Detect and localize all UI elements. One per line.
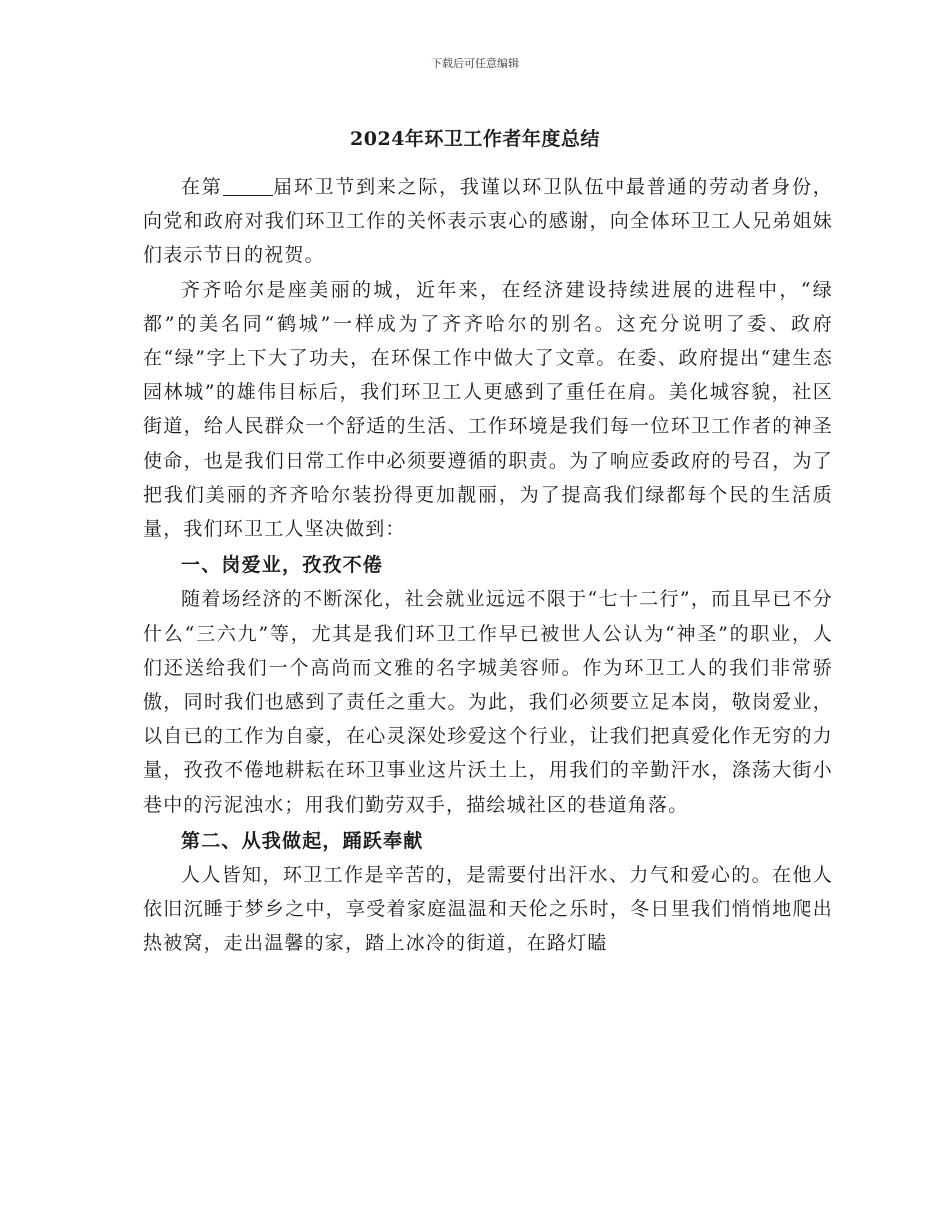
document-body [143,170,833,961]
paragraph-intro-rest: 届环卫节到来之际，我谨以环卫队伍中最普通的劳动者身份，向党和政府对我们环卫工作的关怀表示衷心的感谢，向全体环卫工人兄弟姐妹们表示节日的祝贺。 [143,176,834,267]
paragraph-intro [143,170,833,273]
paragraph-section-2: 人人皆知，环卫工作是辛苦的，是需要付出汗水、力气和爱心的。在他人依旧沉睡于梦乡之中，享受着家庭温温和天伦之乐时，冬日里我们悄悄地爬出热被窝，走出温馨的家，踏上冰冷的街道，在路灯瞌 [143,864,833,955]
section-heading-1: 一、岗爱业，孜孜不倦 [181,554,384,577]
paragraph-intro-start: 在第 [181,176,223,198]
paragraph-section-1: 随着场经济的不断深化，社会就业远远不限于“七十二行”，而且早已不分什么“三六九”等，尤其是我们环卫工作早已被世人公认为“神圣”的职业，人们还送给我们一个高尚而文雅的名字城美容师。作为环卫工人的我们非常骄傲，同时我们也感到了责任之重大。为此，我们必须要立足本岗，敬岗爱业，以自已的工作为自豪，在心灵深处珍爱这个行业，让我们把真爱化作无穷的力量，孜孜不倦地耕耘在环卫事业这片沃土上，用我们的辛勤汗水，涤荡大街小巷中的污泥浊水；用我们勤劳双手，描绘城社区的巷道角落。 [143,588,833,816]
paragraph-city: 齐齐哈尔是座美丽的城，近年来，在经济建设持续进展的进程中，“绿都”的美名同“鹤城”一样成为了齐齐哈尔的别名。这充分说明了委、政府在“绿”字上下大了功夫，在环保工作中做大了文章。在委、政府提出“建生态园林城”的雄伟目标后，我们环卫工人更感到了重任在肩。美化城容貌，社区街道，给人民群众一个舒适的生活、工作环境是我们每一位环卫工作者的神圣使命，也是我们日常工作中必须要遵循的职责。为了响应委政府的号召，为了把我们美丽的齐齐哈尔装扮得更加靓丽，为了提高我们绿都每个民的生活质量，我们环卫工人坚决做到： [143,278,833,541]
header-note: 下载后可任意编辑 [431,57,519,70]
document-title: 2024年环卫工作者年度总结 [350,128,600,150]
fill-in-blank [223,176,273,196]
section-heading-2: 第二、从我做起，踊跃奉献 [181,829,424,852]
